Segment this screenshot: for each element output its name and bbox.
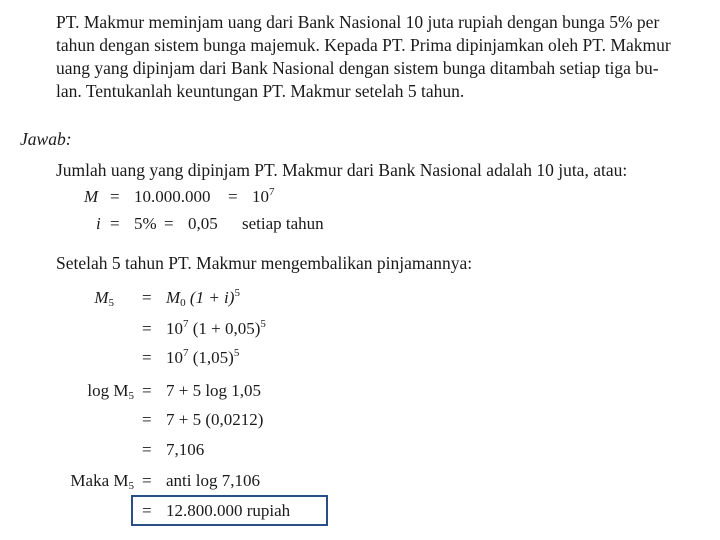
step-3-rhs: $10^7$ $(1,05)^5$ [166,347,240,367]
given-i-eq2: = [164,214,174,233]
after-text: Setelah 5 tahun PT. Makmur mengembalikan pinjamannya: [56,253,473,273]
given-m-eq2: = [228,187,238,206]
step-1-lhs: $M_5$ [94,288,114,309]
step-8-eq: = [142,501,152,520]
given-m-rhs-a: 10.000.000 [134,187,211,206]
step-1-rhs: $M_0$ $(1 + i)^5$ [166,287,240,309]
step-2-rhs: $10^7$ $(1 + 0,05)^5$ [166,318,266,338]
problem-line-1: PT. Makmur meminjam uang dari Bank Nasional 10 juta rupiah dengan bunga 5% per [56,12,660,32]
step-4-rhs: 7 + 5 log 1,05 [166,381,262,400]
given-i-lhs: i [96,214,101,233]
problem-line-2: tahun dengan sistem bunga majemuk. Kepada PT. Prima dipinjamkan oleh PT. Makmur [56,35,671,55]
answer-label: Jawab: [20,129,72,149]
intro-text: Jumlah uang yang dipinjam PT. Makmur dari Bank Nasional adalah 10 juta, atau: [56,160,628,180]
step-3-eq: = [142,348,152,367]
final-answer: 12.800.000 rupiah [166,501,291,520]
given-m-rhs-b: $10^7$ [252,186,275,206]
step-6-rhs: 7,106 [166,440,205,459]
step-7-rhs: anti log 7,106 [166,471,260,490]
step-6-eq: = [142,440,152,459]
given-i-eq1: = [110,214,120,233]
given-i-suffix: setiap tahun [242,214,324,233]
given-i-rhs-b: 0,05 [188,214,218,233]
step-4-lhs: $\log M_5$ [87,381,134,402]
problem-line-4: lan. Tentukanlah keuntungan PT. Makmur setelah 5 tahun. [56,81,465,101]
problem-line-3: uang yang dipinjam dari Bank Nasional dengan sistem bunga ditambah setiap tiga bu- [56,58,659,78]
step-5-rhs: 7 + 5 (0,0212) [166,410,264,429]
step-4-eq: = [142,381,152,400]
given-m-eq1: = [110,187,120,206]
step-5-eq: = [142,410,152,429]
step-1-eq: = [142,288,152,307]
given-i-rhs-a: 5% [134,214,157,233]
step-2-eq: = [142,319,152,338]
step-7-lhs: Maka $M_5$ [70,471,134,492]
step-7-eq: = [142,471,152,490]
given-m-lhs: M [84,187,99,206]
